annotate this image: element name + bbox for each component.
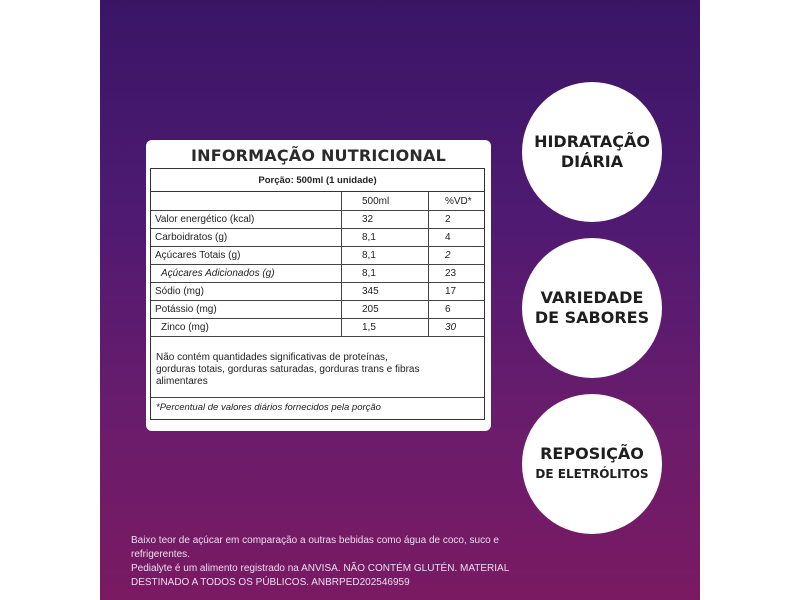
table-row [151,247,484,265]
nutrient-name: Açúcares Totais (g) [151,247,342,265]
legal-disclaimer [131,534,551,590]
badge-line1: REPOSIÇÃO [540,444,644,463]
nutrient-vd: 2 [429,247,485,265]
nutrient-name: Carboidratos (g) [151,229,342,247]
nutrient-value: 8,1 [342,247,429,265]
table-row [151,211,484,229]
nutrient-value: 1,5 [342,319,429,337]
disclaimer-line: Baixo teor de açúcar em comparação a outras bebidas como água de coco, suco e refrigerentes. [131,535,499,560]
nutrition-table-box [150,168,485,420]
nutrient-vd: 4 [429,229,485,247]
nutrient-value: 8,1 [342,265,429,283]
disclaimer-line: Pedialyte é um alimento registrado na ANVISA. NÃO CONTÉM GLUTÉN. MATERIAL [131,563,510,574]
table-row [151,265,484,283]
nutrition-footnote: *Percentual de valores diários fornecidos pela porção [156,402,381,413]
portion-label: Porção: 500ml (1 unidade) [258,175,377,186]
nutrient-value: 345 [342,283,429,301]
disclaimer-line: DESTINADO A TODOS OS PÚBLICOS. ANBRPED202546959 [131,577,410,588]
badge-line1: VARIEDADE [540,288,644,307]
nutrient-vd: 30 [429,319,485,337]
nutrition-table [151,191,484,337]
nutrient-value: 8,1 [342,229,429,247]
badge-line1: HIDRATAÇÃO [534,132,650,151]
nutrient-name: Potássio (mg) [151,301,342,319]
nutrition-note: Não contém quantidades significativas de proteínas, gorduras totais, gorduras saturadas, gorduras trans e fibras alimentares [156,352,420,387]
divider [151,397,484,398]
nutrient-vd: 17 [429,283,485,301]
nutrient-value: 205 [342,301,429,319]
header-nutrient [151,192,342,211]
badge-line2: DIÁRIA [560,152,624,171]
nutrient-value: 32 [342,211,429,229]
nutrient-name: Valor energético (kcal) [151,211,342,229]
nutrition-title: INFORMAÇÃO NUTRICIONAL [190,146,447,165]
badge-flavors [522,238,662,378]
promo-panel [100,0,700,600]
nutrient-vd: 23 [429,265,485,283]
nutrient-vd: 2 [429,211,485,229]
nutrition-facts-card [146,140,491,431]
nutrient-name: Sódio (mg) [151,283,342,301]
table-row [151,301,484,319]
badge-electrolytes [522,394,662,534]
badge-hydration [522,82,662,222]
badge-line2: DE SABORES [534,308,650,327]
table-header-row [151,192,484,211]
header-vd: %VD* [429,192,485,211]
table-row [151,319,484,337]
table-row [151,229,484,247]
nutrient-vd: 6 [429,301,485,319]
header-value: 500ml [342,192,429,211]
nutrient-name: Zinco (mg) [151,319,342,337]
badge-line2: DE ELETRÓLITOS [535,467,649,481]
nutrient-name: Açúcares Adicionados (g) [151,265,342,283]
table-row [151,283,484,301]
